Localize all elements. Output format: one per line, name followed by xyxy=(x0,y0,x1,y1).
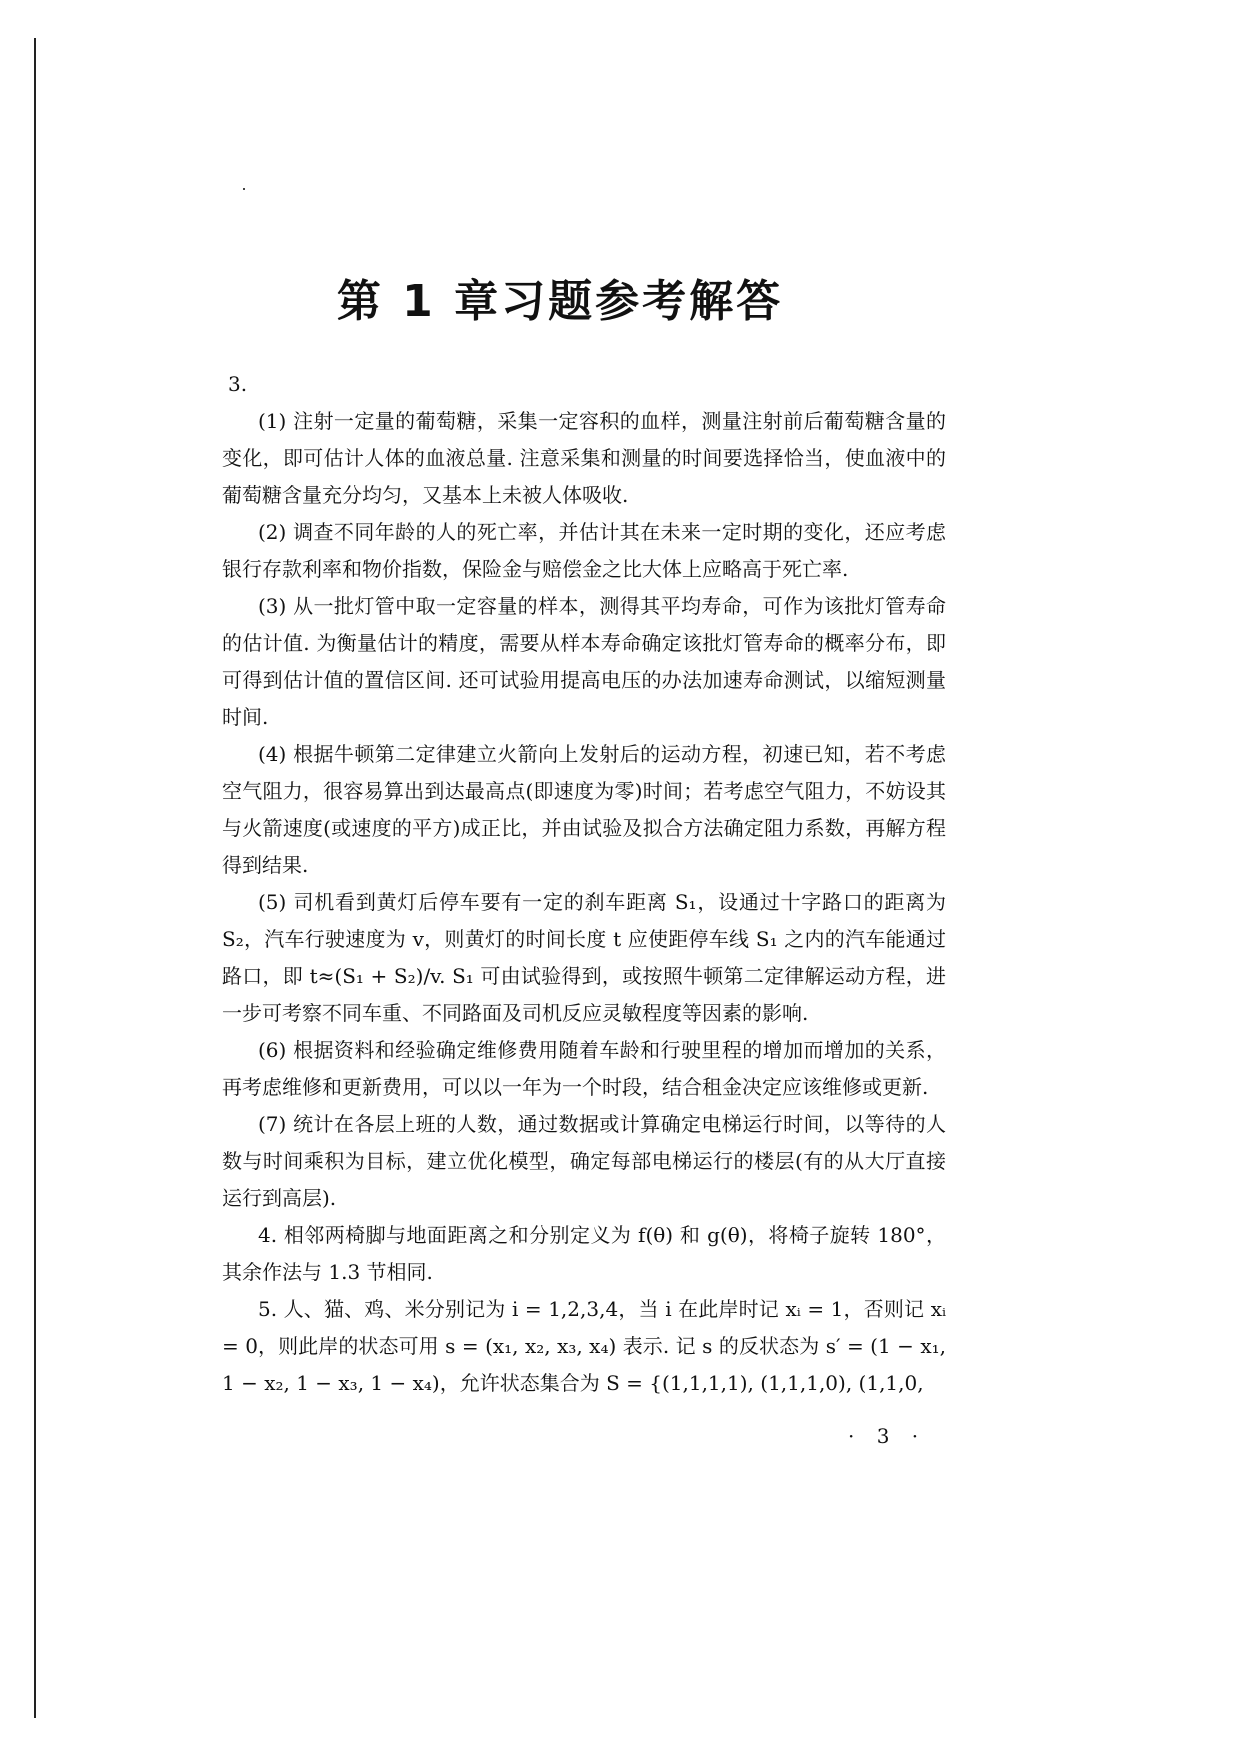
page-number: · 3 · xyxy=(848,1424,927,1448)
paragraph: (3) 从一批灯管中取一定容量的样本，测得其平均寿命，可作为该批灯管寿命的估计值. 为衡量估计的精度，需要从样本寿命确定该批灯管寿命的概率分布，即可得到估计值的置信区间. 还可试验用提高电压的办法加速寿命测试，以缩短测量时间. xyxy=(222,594,946,729)
document-body xyxy=(222,366,946,1402)
paragraph: (1) 注射一定量的葡萄糖，采集一定容积的血样，测量注射前后葡萄糖含量的变化，即可估计人体的血液总量. 注意采集和测量的时间要选择恰当，使血液中的葡萄糖含量充分均匀，又基本上未被人体吸收. xyxy=(222,409,946,507)
paragraph: (5) 司机看到黄灯后停车要有一定的刹车距离 S₁，设通过十字路口的距离为 S₂，汽车行驶速度为 v，则黄灯的时间长度 t 应使距停车线 S₁ 之内的汽车能通过路口，即 t≈(S₁ + S₂)/v. S₁ 可由试验得到，或按照牛顿第二定律解运动方程，进一步可考察不同车重、不同路面及司机反应灵敏程度等因素的影响. xyxy=(222,890,946,1025)
paragraph: 5. 人、猫、鸡、米分别记为 i = 1,2,3,4，当 i 在此岸时记 xᵢ = 1，否则记 xᵢ = 0，则此岸的状态可用 s = (x₁, x₂, x₃, x₄) 表示. 记 s 的反状态为 s′ = (1 − x₁, 1 − x₂, 1 − x₃, 1 − x₄)，允许状态集合为 S = {(1,1,1,1), (1,1,1,0), (1,1,0, xyxy=(222,1297,946,1395)
paragraph: (2) 调查不同年龄的人的死亡率，并估计其在未来一定时期的变化，还应考虑银行存款利率和物价指数，保险金与赔偿金之比大体上应略高于死亡率. xyxy=(222,520,946,581)
scan-speck xyxy=(243,188,245,190)
paragraph: (4) 根据牛顿第二定律建立火箭向上发射后的运动方程，初速已知，若不考虑空气阻力，很容易算出到达最高点(即速度为零)时间；若考虑空气阻力，不妨设其与火箭速度(或速度的平方)成正比，并由试验及拟合方法确定阻力系数，再解方程得到结果. xyxy=(222,742,946,877)
paragraph: 4. 相邻两椅脚与地面距离之和分别定义为 f(θ) 和 g(θ)，将椅子旋转 180°，其余作法与 1.3 节相同. xyxy=(222,1223,946,1284)
exercise-number: 3. xyxy=(228,372,248,396)
paragraph: (7) 统计在各层上班的人数，通过数据或计算确定电梯运行时间，以等待的人数与时间乘积为目标，建立优化模型，确定每部电梯运行的楼层(有的从大厅直接运行到高层). xyxy=(222,1112,946,1210)
chapter-title: 第 1 章习题参考解答 xyxy=(336,276,784,328)
paragraph: (6) 根据资料和经验确定维修费用随着车龄和行驶里程的增加而增加的关系，再考虑维修和更新费用，可以以一年为一个时段，结合租金决定应该维修或更新. xyxy=(222,1038,946,1099)
